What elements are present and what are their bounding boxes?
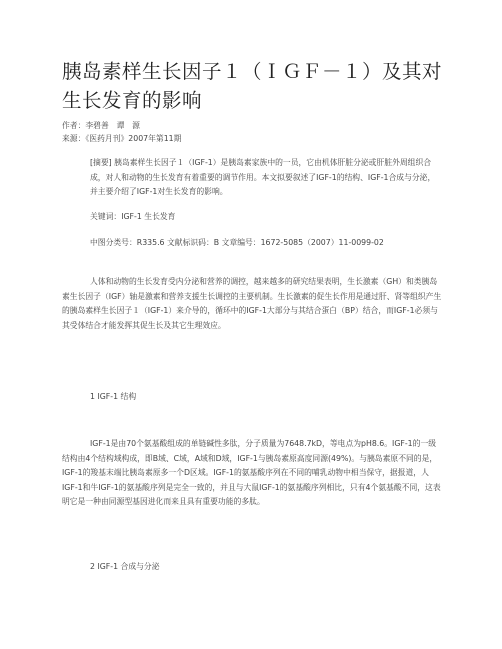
keywords-label: 关键词： [90,212,122,221]
source-label: 来源： [62,134,86,143]
abstract [62,156,442,200]
source: 《医药月刊》2007年第11期 [85,134,182,143]
section2-heading [62,560,442,575]
classification: 中图分类号：R335.6 文献标识码：B 文章编号：1672-5085（2007）11-0099-02 [90,238,384,247]
section1-paragraph [62,437,442,510]
document-title: 胰岛素样生长因子１（ＩＧＦ－１）及其对生长发育的影响 [62,60,443,112]
author-line [62,120,140,131]
authors: 李碧善 谭 源 [85,121,140,130]
source-line [62,133,181,144]
keywords: IGF-1 生长发育 [121,212,176,221]
abstract-label: [摘要] [90,158,112,167]
section2-heading-text: 2 IGF-1 合成与分泌 [90,562,160,571]
abstract-text: 胰岛素样生长因子１（IGF-1）是胰岛素家族中的一员，它由机体肝脏分泌或肝脏外周组织合成，对人和动物的生长发育有着重要的调节作用。本文拟要叙述了IGF-1的结构、IGF-1合成与分泌，并主要介绍了IGF-1对生长发育的影响。 [90,158,436,196]
intro-paragraph [62,275,442,333]
section1-text: IGF-1是由70个氨基酸组成的单链碱性多肽，分子质量为7648.7kD，等电点为pH8.6。IGF-1的一级结构由4个结构域构成，即B域、C域，A域和D域，IGF-1与胰岛素原高度同源(49%)。与胰岛素原不同的是，IGF-1的羧基末端比胰岛素原多一个D区域。IGF-1的氨基酸序列在不同的哺乳动物中相当保守，据报道，人IGF-1和牛IGF-1的氨基酸序列是完全一致的，并且与大鼠IGF-1的氨基酸序列相比，只有4个氨基酸不同，这表明它是一种由同源型基因进化而来且具有重要功能的多肽。 [62,439,441,506]
keywords-line [62,210,442,225]
intro-text: 人体和动物的生长发育受内分泌和营养的调控，越来越多的研究结果表明，生长激素（GH）和类胰岛素生长因子（IGF）轴是激素和营养支援生长调控的主要机制。生长激素的促生长作用是通过肝、肾等组织产生的胰岛素样生长因子１（IGF-1）来介导的，循环中的IGF-1大部分与其结合蛋白（BP）结合，而IGF-1必须与其受体结合才能发挥其促生长及其它生理效应。 [62,277,442,330]
author-label: 作者： [62,121,86,130]
classification-line [62,236,442,251]
section1-heading [62,390,442,405]
section1-heading-text: 1 IGF-1 结构 [90,392,137,401]
